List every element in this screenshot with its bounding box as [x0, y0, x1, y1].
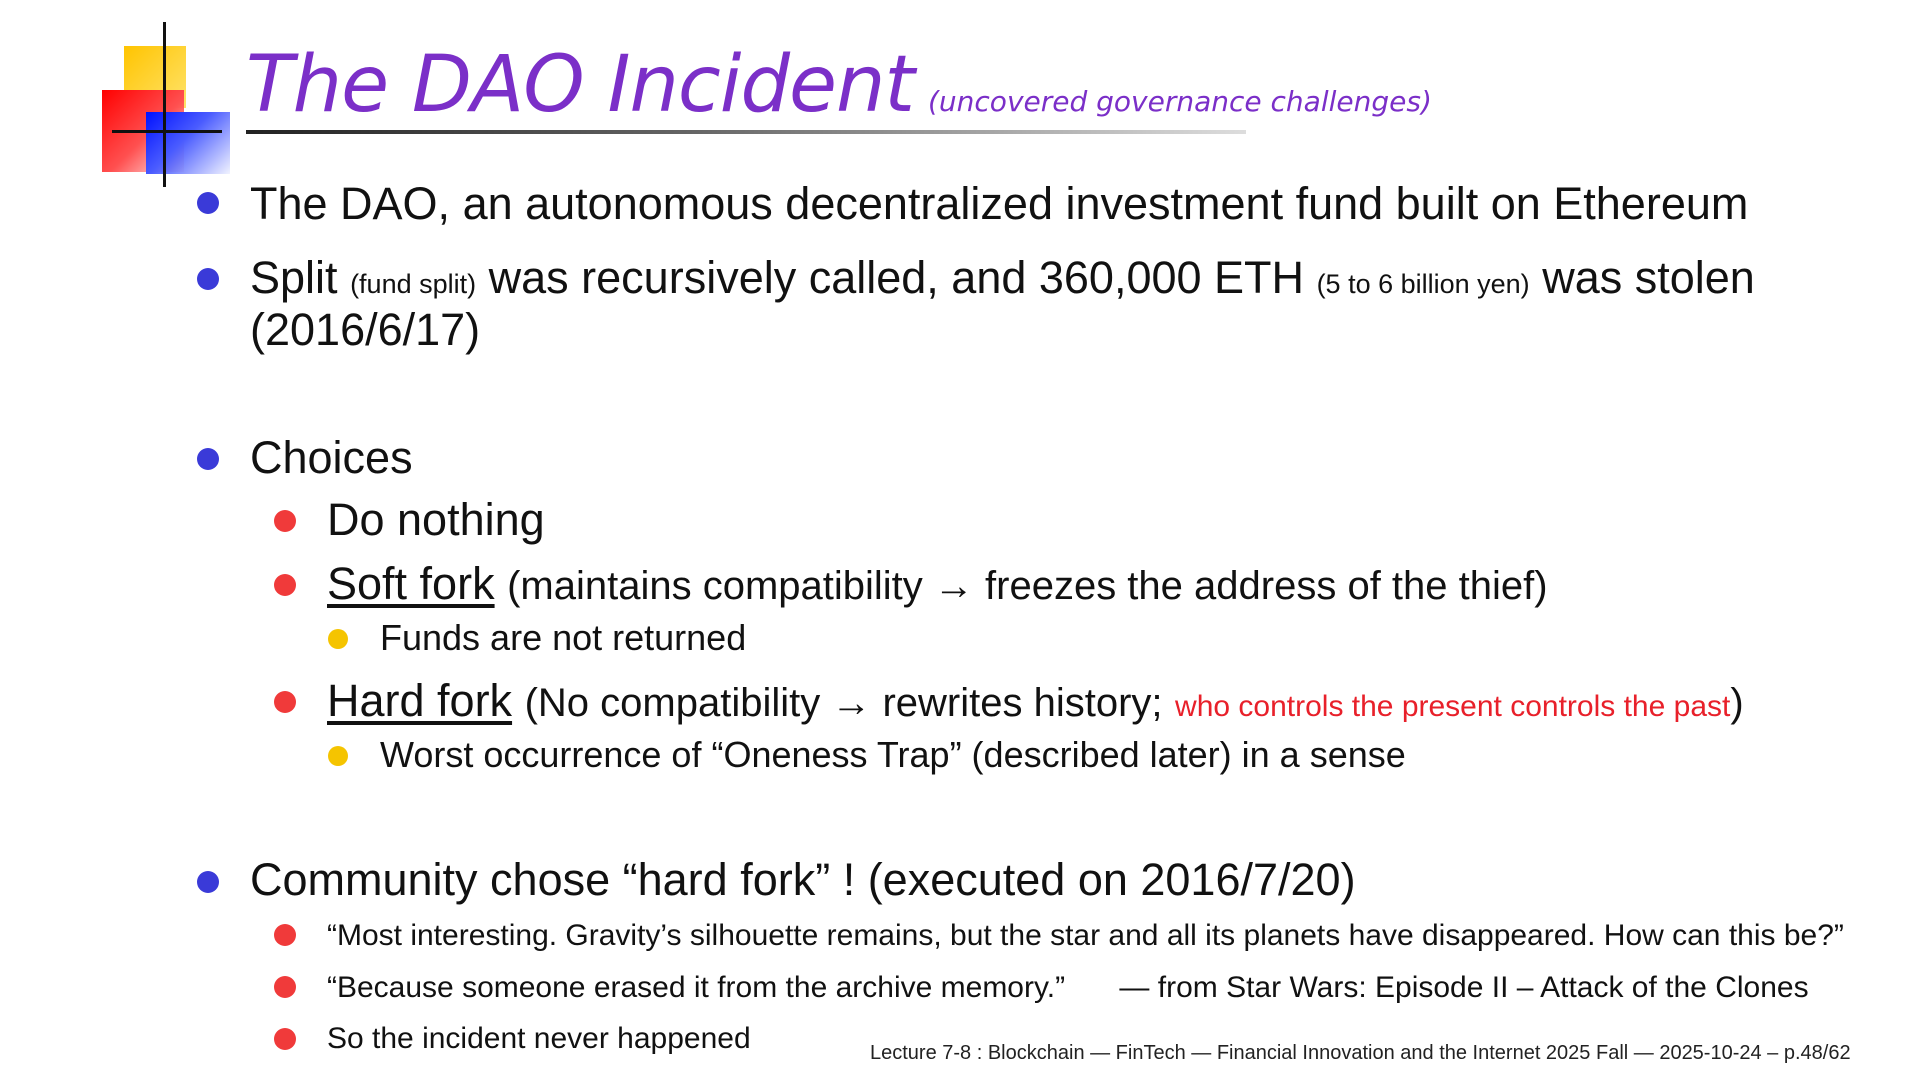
- bullet-dot-icon: [328, 629, 348, 649]
- bullet-dot-icon: [197, 192, 219, 214]
- bullet-dot-icon: [197, 268, 219, 290]
- bullet-dot-icon: [274, 510, 296, 532]
- bullet-dot-icon: [274, 574, 296, 596]
- soft-fork-description: (maintains compatibility → freezes the address of the thief): [507, 564, 1548, 608]
- bullet-dot-icon: [274, 1028, 296, 1050]
- split-text: Split: [250, 252, 338, 303]
- slide-logo: [98, 22, 238, 192]
- incident-never-happened: So the incident never happened: [327, 1022, 751, 1055]
- bullet-choices: Choices: [250, 432, 413, 483]
- quote-archive-text: “Because someone erased it from the archive memory.”: [327, 971, 1066, 1004]
- choice-hard-fork: [327, 675, 1744, 727]
- bullet-dot-icon: [274, 924, 296, 946]
- split-date: (2016/6/17): [250, 304, 481, 355]
- bullet-community-choice: Community chose “hard fork” ! (executed on 2016/7/20): [250, 854, 1356, 905]
- hard-fork-quote: who controls the present controls the past: [1175, 690, 1731, 723]
- quote-source: — from Star Wars: Episode II – Attack of the Clones: [1119, 971, 1809, 1004]
- hard-fork-label: Hard fork: [327, 675, 513, 726]
- bullet-dot-icon: [197, 448, 219, 470]
- recursive-call-text: was recursively called, and 360,000 ETH: [488, 252, 1305, 303]
- soft-fork-detail: Funds are not returned: [380, 617, 747, 658]
- slide-footer: Lecture 7-8 : Blockchain — FinTech — Financial Innovation and the Internet 2025 Fall — 2025-10-24 – p.48/62: [870, 1042, 1851, 1064]
- logo-vertical-line: [163, 22, 166, 187]
- hard-fork-description: (No compatibility → rewrites history;: [524, 681, 1163, 725]
- hard-fork-detail: Worst occurrence of “Oneness Trap” (described later) in a sense: [380, 734, 1406, 775]
- logo-blue-square: [146, 112, 230, 174]
- bullet-dot-icon: [197, 871, 219, 893]
- bullet-dot-icon: [274, 976, 296, 998]
- choice-do-nothing: Do nothing: [327, 494, 545, 545]
- bullet-dao-description: The DAO, an autonomous decentralized investment fund built on Ethereum: [250, 178, 1749, 229]
- choice-soft-fork: [327, 558, 1548, 610]
- slide-title-text: The DAO Incident: [246, 40, 914, 130]
- fund-split-note: (fund split): [350, 269, 477, 299]
- slide-subtitle: (uncovered governance challenges): [928, 85, 1432, 118]
- yen-amount-note: (5 to 6 billion yen): [1316, 269, 1530, 299]
- quote-gravity: “Most interesting. Gravity’s silhouette remains, but the star and all its planets have disappeared. How can this be?”: [327, 919, 1844, 952]
- logo-horizontal-line: [112, 130, 222, 133]
- slide-title: [246, 40, 1432, 130]
- bullet-split-stolen: [250, 252, 1755, 304]
- stolen-text: was stolen: [1542, 252, 1755, 303]
- bullet-dot-icon: [274, 691, 296, 713]
- hard-fork-close-paren: ): [1730, 681, 1744, 725]
- soft-fork-label: Soft fork: [327, 558, 495, 609]
- quote-archive: [327, 971, 1809, 1005]
- title-underline-rule: [246, 130, 1246, 134]
- bullet-dot-icon: [328, 746, 348, 766]
